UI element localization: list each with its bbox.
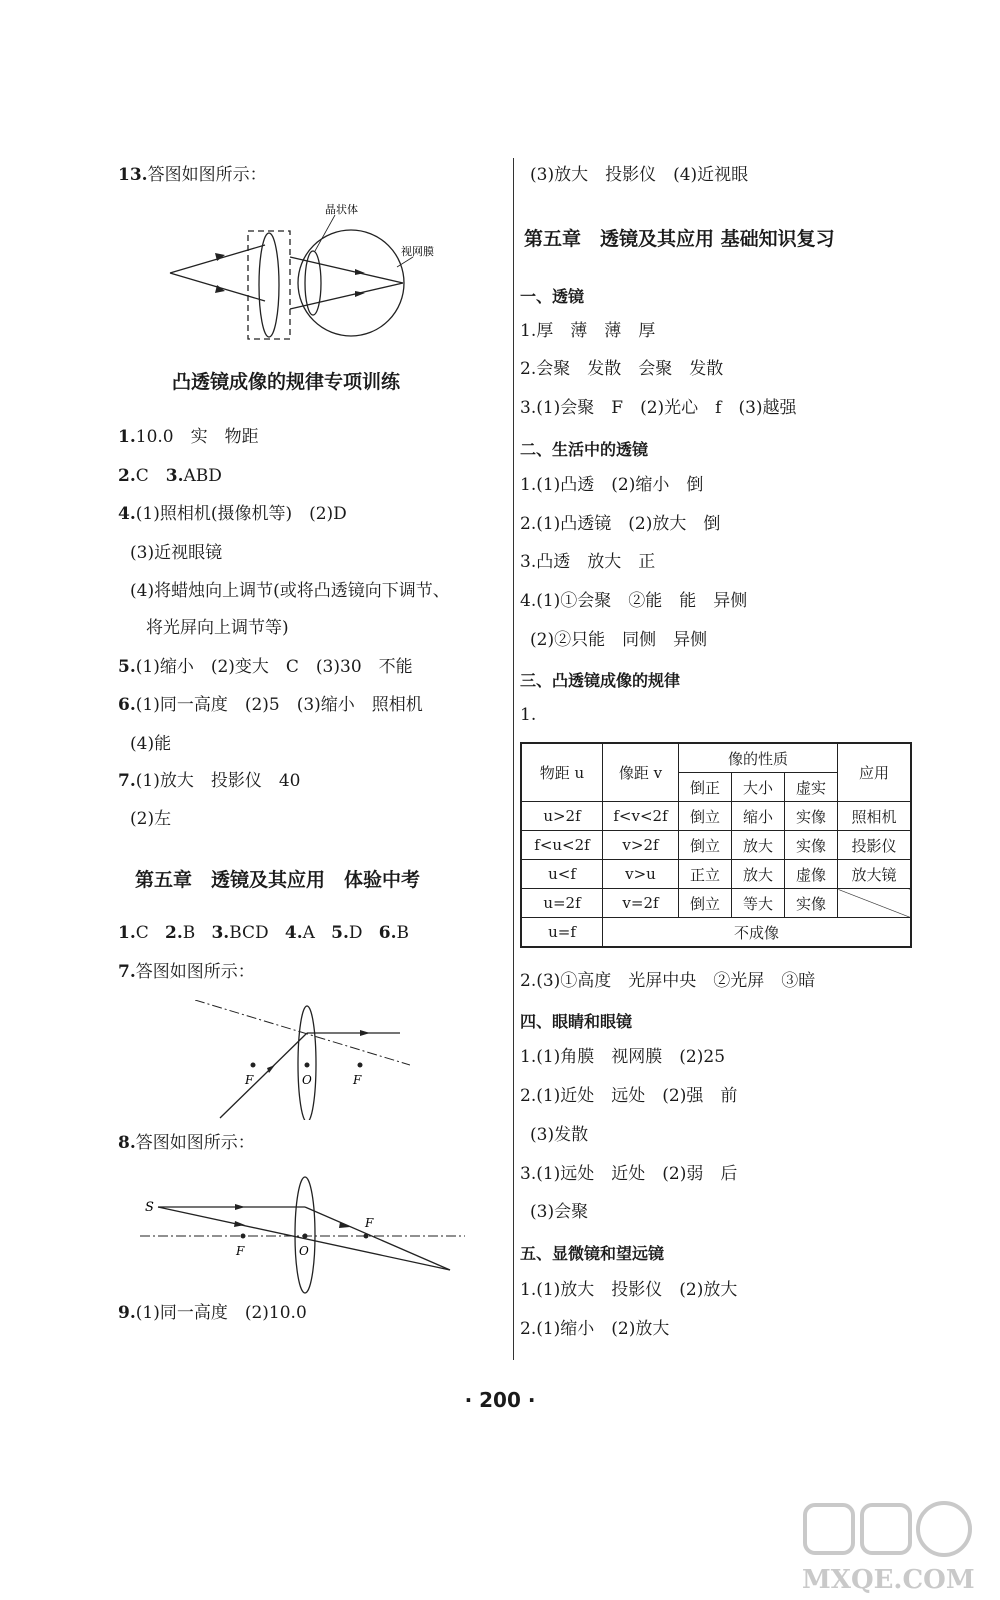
answer-line: [118, 503, 347, 525]
heading-eyes-glasses: 四、眼睛和眼镜: [520, 1012, 633, 1031]
eye-diagram: [165, 195, 450, 350]
table-cell: 放大: [732, 860, 785, 889]
answer-line: (3)放大 投影仪 (4)近视眼: [530, 165, 749, 185]
q13-line: [118, 164, 267, 186]
answer-text: 答图如图所示：: [135, 1133, 255, 1153]
question-number: 8.: [118, 1133, 136, 1153]
table-cell: 实像: [785, 831, 838, 860]
question-number: 4.: [284, 923, 303, 943]
answer-line: (3)发散: [530, 1125, 589, 1145]
question-number: 1.: [118, 923, 136, 943]
q9-line: [118, 1302, 307, 1324]
answer-text: 答图如图所示：: [147, 165, 267, 185]
table-cell: 实像: [785, 802, 838, 831]
mc-answers: [118, 922, 409, 944]
answer-text: 将光屏向上调节等): [146, 618, 289, 638]
answer-line: [146, 617, 289, 639]
table-header: 虚实: [785, 773, 838, 802]
answer-text: 10.0 实 物距: [135, 427, 259, 447]
answer-text: 答图如图所示：: [135, 962, 255, 982]
table-header: 大小: [732, 773, 785, 802]
answer-line: 2.(1)缩小 (2)放大: [520, 1319, 670, 1339]
answer-line: 1.(1)凸透 (2)缩小 倒: [520, 475, 704, 495]
source-label: S: [145, 1200, 154, 1215]
question-number: 2.: [118, 466, 136, 486]
lens-diagram-8: [140, 1175, 470, 1300]
answer-text: (1)缩小 (2)变大 C (3)30 不能: [135, 657, 413, 677]
answer-line: 2.(1)近处 远处 (2)强 前: [520, 1086, 738, 1106]
answer-text: D: [348, 923, 363, 943]
q7-line: [118, 961, 255, 983]
focus-right-label: F: [365, 1216, 374, 1230]
heading-everyday-lens: 二、生活中的透镜: [520, 440, 649, 459]
answer-line: (3)会聚: [530, 1202, 589, 1222]
watermark-logo: [800, 1500, 990, 1595]
table-cell: f<v<2f: [603, 802, 679, 831]
answer-line: 2.会聚 发散 会聚 发散: [520, 359, 724, 379]
answer-text: B: [396, 923, 409, 943]
table-row: [521, 860, 911, 889]
table-cell: v>u: [603, 860, 679, 889]
empty-diagonal-cell: [838, 889, 912, 918]
answer-text: (3)近视眼镜: [130, 543, 223, 563]
table-header: 像距 v: [603, 743, 679, 802]
focus-left-label: F: [245, 1073, 254, 1087]
answer-text: (1)放大 投影仪 40: [135, 771, 301, 791]
answer-line: 1.(1)角膜 视网膜 (2)25: [520, 1047, 726, 1067]
answer-line: [118, 770, 300, 792]
q8-line: [118, 1132, 255, 1154]
focus-right-label: F: [353, 1073, 362, 1087]
answer-text: BCD: [229, 923, 269, 943]
question-number: 9.: [118, 1303, 136, 1323]
table-cell: 放大镜: [838, 860, 912, 889]
table-cell: u=2f: [521, 889, 603, 918]
section-title-convex: 凸透镜成像的规律专项训练: [172, 371, 401, 393]
imaging-rules-table: [520, 742, 912, 948]
table-cell: u=f: [521, 918, 603, 948]
question-number: 6.: [378, 923, 397, 943]
table-cell: 倒立: [679, 831, 732, 860]
table-cell: v>2f: [603, 831, 679, 860]
heading-imaging-rules: 三、凸透镜成像的规律: [520, 671, 681, 690]
answer-text: (4)将蜡烛向上调节(或将凸透镜向下调节、: [130, 581, 450, 601]
optical-center-label: O: [302, 1073, 312, 1087]
answer-line: [118, 465, 222, 487]
section-title-exam: 第五章 透镜及其应用 体验中考: [135, 869, 421, 891]
question-number: 3.: [211, 923, 230, 943]
retina-label: 视网膜: [401, 245, 434, 258]
answer-text: (1)照相机(摄像机等) (2)D: [135, 504, 347, 524]
heading-lens: 一、透镜: [520, 287, 585, 306]
answer-line: 3.凸透 放大 正: [520, 552, 656, 572]
table-cell: 照相机: [838, 802, 912, 831]
answer-text: ABD: [183, 466, 222, 486]
table-row: [521, 918, 911, 948]
answer-line: 3.(1)会聚 F (2)光心 f (3)越强: [520, 398, 797, 418]
table-header-row: [521, 743, 911, 773]
answer-line: 1.: [520, 705, 537, 725]
answer-line: (2)②只能 同侧 异侧: [530, 630, 708, 650]
answer-line: [130, 808, 171, 830]
question-number: 3.: [165, 466, 184, 486]
answer-line: [130, 580, 450, 602]
answer-line: [130, 733, 171, 755]
table-cell: u<f: [521, 860, 603, 889]
section-title-review: 第五章 透镜及其应用 基础知识复习: [524, 228, 835, 250]
answer-line: 1.(1)放大 投影仪 (2)放大: [520, 1280, 738, 1300]
table-cell: 缩小: [732, 802, 785, 831]
answer-line: [118, 694, 423, 716]
table-header: 像的性质: [679, 743, 838, 773]
table-header: 物距 u: [521, 743, 603, 802]
table-row: [521, 802, 911, 831]
table-header: 应用: [838, 743, 912, 802]
lens-diagram-7: [195, 1000, 410, 1120]
question-number: 13.: [118, 165, 148, 185]
watermark-text: MXQE.COM: [802, 1565, 975, 1595]
question-number: 6.: [118, 695, 136, 715]
question-number: 5.: [118, 657, 136, 677]
table-cell: 放大: [732, 831, 785, 860]
optical-center-label: O: [299, 1244, 309, 1258]
table-cell: 倒立: [679, 802, 732, 831]
table-cell: 等大: [732, 889, 785, 918]
question-number: 2.: [164, 923, 183, 943]
answer-line: 1.厚 薄 薄 厚: [520, 321, 656, 341]
page-number: · 200 ·: [464, 1388, 536, 1412]
question-number: 7.: [118, 771, 136, 791]
table-cell: 虚像: [785, 860, 838, 889]
answer-line: [130, 542, 222, 564]
question-number: 4.: [118, 504, 136, 524]
answer-line: 3.(1)远处 近处 (2)弱 后: [520, 1164, 738, 1184]
table-header: 倒正: [679, 773, 732, 802]
answer-line: [118, 656, 413, 678]
heading-microscope-telescope: 五、显微镜和望远镜: [520, 1244, 665, 1263]
answer-line: [118, 426, 259, 448]
table-row: [521, 889, 911, 918]
answer-line: 2.(1)凸透镜 (2)放大 倒: [520, 514, 721, 534]
table-cell: 投影仪: [838, 831, 912, 860]
question-number: 1.: [118, 427, 136, 447]
answer-text: (1)同一高度 (2)5 (3)缩小 照相机: [135, 695, 423, 715]
answer-text: (1)同一高度 (2)10.0: [135, 1303, 307, 1323]
answer-text: B: [182, 923, 196, 943]
answer-text: A: [302, 923, 315, 943]
table-cell: u>2f: [521, 802, 603, 831]
question-number: 7.: [118, 962, 136, 982]
answer-text: (2)左: [130, 809, 172, 829]
lens-label: 晶状体: [325, 203, 358, 216]
focus-left-label: F: [236, 1244, 245, 1258]
table-cell: 倒立: [679, 889, 732, 918]
answer-line: 2.(3)①高度 光屏中央 ②光屏 ③暗: [520, 971, 816, 991]
table-row: [521, 831, 911, 860]
column-divider: [513, 158, 514, 1360]
table-cell: f<u<2f: [521, 831, 603, 860]
table-cell: v=2f: [603, 889, 679, 918]
table-cell: 不成像: [603, 918, 912, 948]
answer-text: (4)能: [130, 734, 172, 754]
question-number: 5.: [331, 923, 349, 943]
answer-text: C: [135, 923, 149, 943]
table-cell: 实像: [785, 889, 838, 918]
answer-text: C: [135, 466, 166, 486]
answer-line: 4.(1)①会聚 ②能 能 异侧: [520, 591, 748, 611]
table-cell: 正立: [679, 860, 732, 889]
